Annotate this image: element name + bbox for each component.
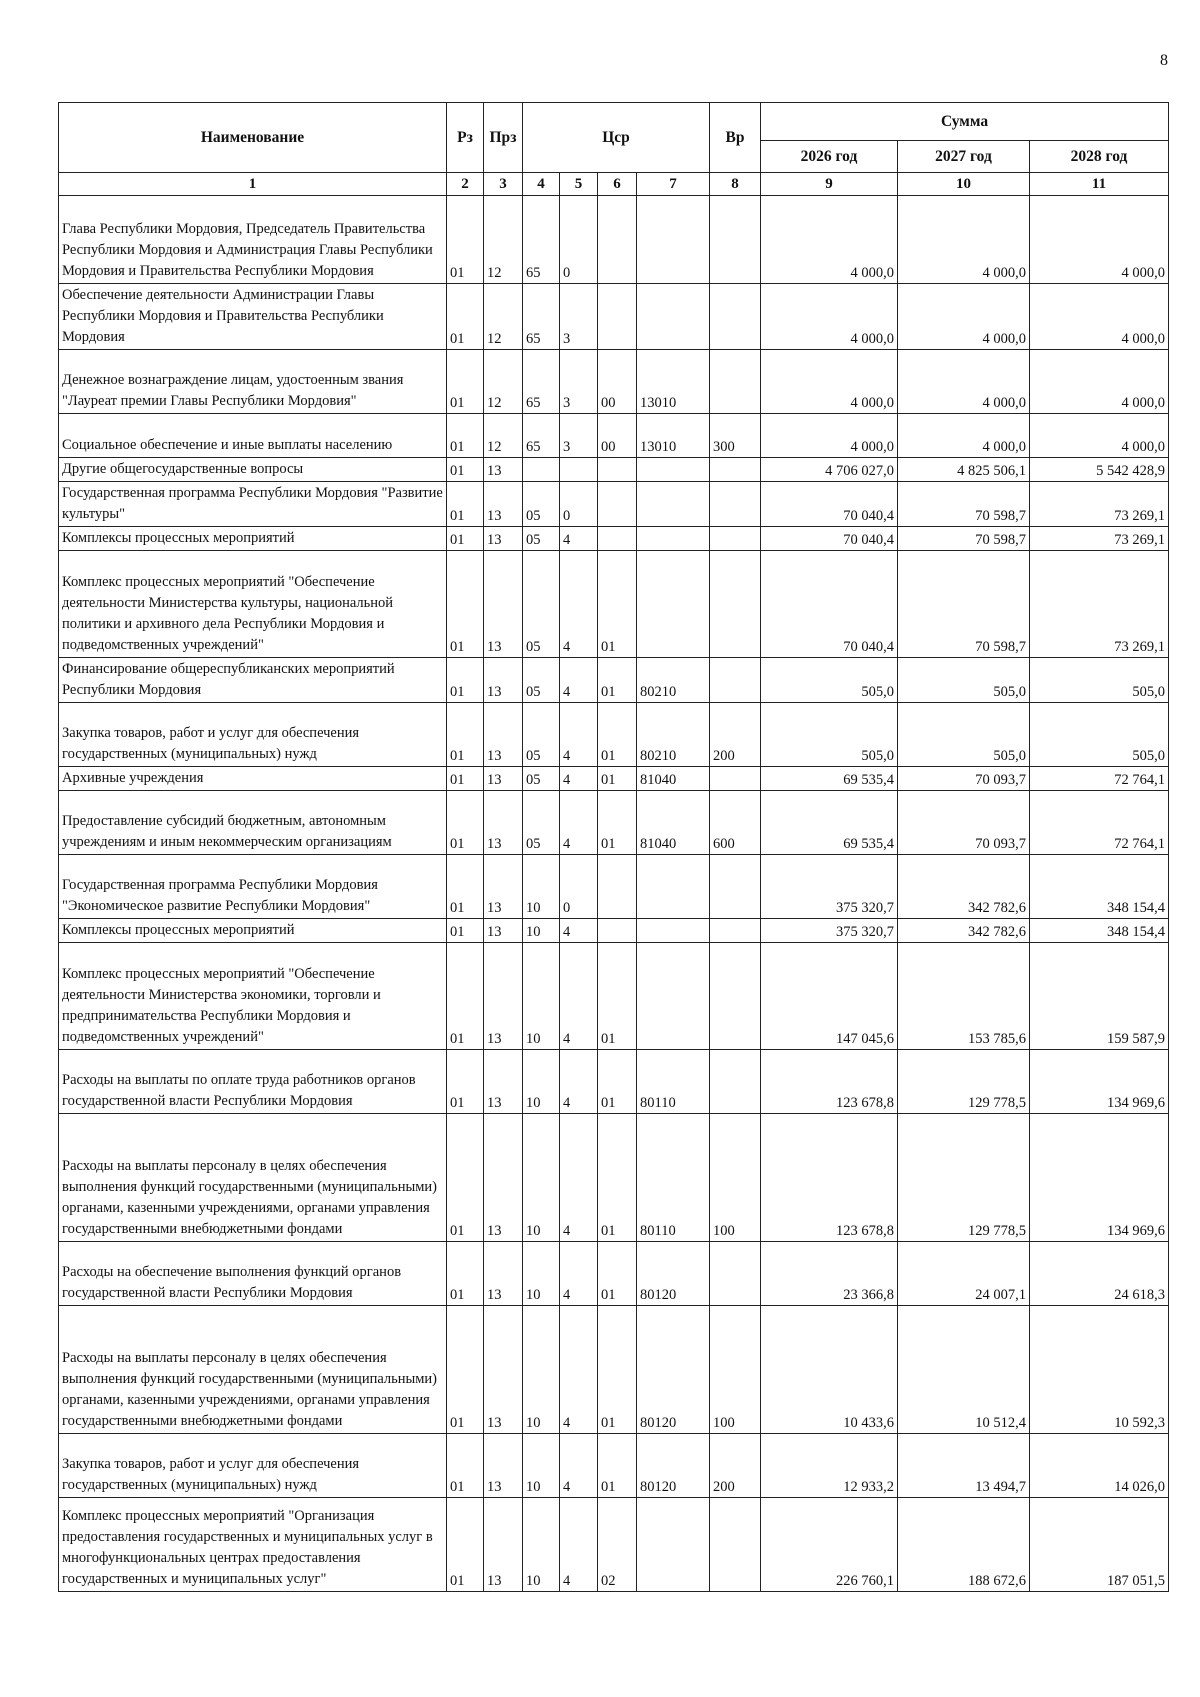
row-amount-2028: 505,0: [1030, 703, 1169, 767]
row-name: Финансирование общереспубликанских мероприятий Республики Мордовия: [59, 658, 447, 703]
row-name: Государственная программа Республики Мордовия "Развитие культуры": [59, 482, 447, 527]
row-amount-2027: 4 000,0: [898, 196, 1030, 284]
row-prz: 13: [484, 703, 523, 767]
row-csr-1: 05: [523, 767, 560, 791]
row-amount-2028: 348 154,4: [1030, 919, 1169, 943]
row-amount-2026: 70 040,4: [761, 527, 898, 551]
row-rz: 01: [447, 1242, 484, 1306]
row-name: Расходы на выплаты по оплате труда работников органов государственной власти Республики Мордовия: [59, 1050, 447, 1114]
row-prz: 13: [484, 943, 523, 1050]
column-number: 1: [59, 173, 447, 196]
header-csr: Цср: [523, 103, 710, 173]
row-csr-1: 05: [523, 658, 560, 703]
row-amount-2027: 153 785,6: [898, 943, 1030, 1050]
row-amount-2026: 4 000,0: [761, 284, 898, 350]
row-rz: 01: [447, 943, 484, 1050]
row-amount-2026: 505,0: [761, 658, 898, 703]
row-csr-3: 01: [598, 1242, 637, 1306]
row-amount-2027: 4 825 506,1: [898, 458, 1030, 482]
row-csr-4: 80120: [637, 1306, 710, 1434]
row-amount-2026: 23 366,8: [761, 1242, 898, 1306]
row-vr: [710, 196, 761, 284]
row-rz: 01: [447, 350, 484, 414]
row-amount-2028: 134 969,6: [1030, 1114, 1169, 1242]
header-sum: Сумма: [761, 103, 1169, 141]
row-csr-2: 4: [560, 551, 598, 658]
row-name: Комплекс процессных мероприятий "Организация предоставления государственных и муниципальных услуг в многофункциональных центрах предоставления государственных и муниципальных услуг": [59, 1498, 447, 1592]
row-csr-4: [637, 482, 710, 527]
row-vr: [710, 919, 761, 943]
row-vr: [710, 767, 761, 791]
table-row: [59, 703, 1169, 767]
row-csr-2: 4: [560, 1306, 598, 1434]
row-name: Комплекс процессных мероприятий "Обеспечение деятельности Министерства экономики, торговли и предпринимательства Республики Мордовия и подведомственных учреждений": [59, 943, 447, 1050]
row-csr-4: 80120: [637, 1242, 710, 1306]
row-csr-1: 10: [523, 1306, 560, 1434]
row-csr-2: 4: [560, 1242, 598, 1306]
row-name: Обеспечение деятельности Администрации Главы Республики Мордовия и Правительства Республики Мордовия: [59, 284, 447, 350]
row-prz: 13: [484, 1498, 523, 1592]
row-amount-2027: 70 598,7: [898, 551, 1030, 658]
row-prz: 13: [484, 791, 523, 855]
row-amount-2028: 348 154,4: [1030, 855, 1169, 919]
row-csr-4: [637, 527, 710, 551]
table-row: [59, 919, 1169, 943]
row-name: Закупка товаров, работ и услуг для обеспечения государственных (муниципальных) нужд: [59, 1434, 447, 1498]
row-csr-2: [560, 458, 598, 482]
row-name: Комплексы процессных мероприятий: [59, 919, 447, 943]
row-name: Закупка товаров, работ и услуг для обеспечения государственных (муниципальных) нужд: [59, 703, 447, 767]
row-amount-2028: 73 269,1: [1030, 482, 1169, 527]
row-csr-3: 01: [598, 551, 637, 658]
row-csr-4: [637, 855, 710, 919]
row-amount-2026: 70 040,4: [761, 482, 898, 527]
row-name: Предоставление субсидий бюджетным, автономным учреждениям и иным некоммерческим организациям: [59, 791, 447, 855]
row-amount-2026: 505,0: [761, 703, 898, 767]
row-amount-2028: 10 592,3: [1030, 1306, 1169, 1434]
row-rz: 01: [447, 196, 484, 284]
row-prz: 13: [484, 919, 523, 943]
row-rz: 01: [447, 791, 484, 855]
row-prz: 13: [484, 1242, 523, 1306]
row-csr-3: 01: [598, 1306, 637, 1434]
row-prz: 12: [484, 196, 523, 284]
row-amount-2026: 70 040,4: [761, 551, 898, 658]
row-csr-3: 01: [598, 658, 637, 703]
row-rz: 01: [447, 767, 484, 791]
row-prz: 13: [484, 527, 523, 551]
row-amount-2028: 72 764,1: [1030, 791, 1169, 855]
row-amount-2028: 72 764,1: [1030, 767, 1169, 791]
row-csr-1: 65: [523, 350, 560, 414]
row-csr-2: 4: [560, 703, 598, 767]
row-vr: 200: [710, 703, 761, 767]
row-prz: 12: [484, 284, 523, 350]
row-csr-3: [598, 527, 637, 551]
row-prz: 13: [484, 767, 523, 791]
row-csr-1: 10: [523, 855, 560, 919]
row-prz: 13: [484, 551, 523, 658]
column-number: 10: [898, 173, 1030, 196]
table-row: [59, 458, 1169, 482]
row-rz: 01: [447, 1434, 484, 1498]
row-rz: 01: [447, 1498, 484, 1592]
row-csr-4: [637, 551, 710, 658]
row-rz: 01: [447, 284, 484, 350]
row-csr-3: 01: [598, 791, 637, 855]
row-csr-1: 65: [523, 196, 560, 284]
row-csr-1: 10: [523, 1050, 560, 1114]
row-csr-4: 80210: [637, 703, 710, 767]
row-csr-1: [523, 458, 560, 482]
row-rz: 01: [447, 458, 484, 482]
column-number: 8: [710, 173, 761, 196]
row-csr-2: 4: [560, 1434, 598, 1498]
row-csr-2: 4: [560, 1498, 598, 1592]
header-prz: Прз: [484, 103, 523, 173]
row-csr-1: 05: [523, 482, 560, 527]
row-rz: 01: [447, 1114, 484, 1242]
row-rz: 01: [447, 551, 484, 658]
row-csr-2: 4: [560, 658, 598, 703]
row-csr-3: [598, 196, 637, 284]
row-csr-3: 01: [598, 703, 637, 767]
row-csr-1: 05: [523, 791, 560, 855]
row-amount-2026: 375 320,7: [761, 919, 898, 943]
header-vr: Вр: [710, 103, 761, 173]
page-number: 8: [1160, 52, 1168, 69]
row-csr-4: [637, 284, 710, 350]
row-amount-2028: 73 269,1: [1030, 551, 1169, 658]
row-amount-2028: 4 000,0: [1030, 196, 1169, 284]
row-rz: 01: [447, 658, 484, 703]
row-csr-3: 01: [598, 1434, 637, 1498]
row-amount-2027: 342 782,6: [898, 919, 1030, 943]
column-number: 4: [523, 173, 560, 196]
row-amount-2027: 24 007,1: [898, 1242, 1030, 1306]
row-amount-2028: 5 542 428,9: [1030, 458, 1169, 482]
row-csr-2: 4: [560, 1114, 598, 1242]
row-csr-3: 01: [598, 943, 637, 1050]
row-name: Расходы на выплаты персоналу в целях обеспечения выполнения функций государственными (муниципальными) органами, казенными учреждениями, органами управления государственными внебюджетными фондами: [59, 1306, 447, 1434]
row-amount-2027: 10 512,4: [898, 1306, 1030, 1434]
row-csr-2: 3: [560, 414, 598, 458]
row-prz: 12: [484, 414, 523, 458]
row-csr-4: [637, 458, 710, 482]
row-csr-4: [637, 1498, 710, 1592]
row-amount-2028: 4 000,0: [1030, 284, 1169, 350]
row-vr: 300: [710, 414, 761, 458]
row-csr-4: 80110: [637, 1114, 710, 1242]
row-csr-3: [598, 284, 637, 350]
row-csr-2: 0: [560, 196, 598, 284]
row-vr: [710, 527, 761, 551]
row-csr-3: [598, 458, 637, 482]
row-csr-2: 4: [560, 791, 598, 855]
row-csr-3: 00: [598, 414, 637, 458]
row-csr-4: [637, 919, 710, 943]
row-amount-2026: 10 433,6: [761, 1306, 898, 1434]
column-number: 7: [637, 173, 710, 196]
row-name: Комплекс процессных мероприятий "Обеспечение деятельности Министерства культуры, национальной политики и архивного дела Республики Мордовия и подведомственных учреждений": [59, 551, 447, 658]
column-number: 3: [484, 173, 523, 196]
row-amount-2028: 134 969,6: [1030, 1050, 1169, 1114]
row-csr-1: 10: [523, 943, 560, 1050]
row-csr-4: [637, 943, 710, 1050]
row-amount-2027: 70 598,7: [898, 527, 1030, 551]
column-number: 5: [560, 173, 598, 196]
row-amount-2027: 4 000,0: [898, 350, 1030, 414]
row-amount-2026: 123 678,8: [761, 1050, 898, 1114]
table-row: [59, 350, 1169, 414]
budget-table: [58, 102, 1169, 1592]
row-csr-2: 4: [560, 919, 598, 943]
row-amount-2028: 4 000,0: [1030, 350, 1169, 414]
table-row: [59, 1242, 1169, 1306]
header-year-2026: 2026 год: [761, 141, 898, 173]
row-name: Расходы на выплаты персоналу в целях обеспечения выполнения функций государственными (муниципальными) органами, казенными учреждениями, органами управления государственными внебюджетными фондами: [59, 1114, 447, 1242]
row-csr-1: 10: [523, 1114, 560, 1242]
row-amount-2026: 69 535,4: [761, 791, 898, 855]
row-csr-1: 65: [523, 414, 560, 458]
row-csr-4: 13010: [637, 414, 710, 458]
row-csr-2: 4: [560, 527, 598, 551]
row-amount-2028: 73 269,1: [1030, 527, 1169, 551]
row-csr-3: [598, 482, 637, 527]
row-amount-2027: 188 672,6: [898, 1498, 1030, 1592]
row-amount-2027: 70 093,7: [898, 767, 1030, 791]
header-year-2028: 2028 год: [1030, 141, 1169, 173]
table-body: [59, 196, 1169, 1592]
row-prz: 13: [484, 1434, 523, 1498]
row-csr-4: 81040: [637, 767, 710, 791]
table-row: [59, 284, 1169, 350]
row-vr: [710, 943, 761, 1050]
row-name: Государственная программа Республики Мордовия "Экономическое развитие Республики Мордовия": [59, 855, 447, 919]
row-csr-1: 05: [523, 551, 560, 658]
row-rz: 01: [447, 703, 484, 767]
row-vr: [710, 1242, 761, 1306]
header-name: Наименование: [59, 103, 447, 173]
row-amount-2026: 4 706 027,0: [761, 458, 898, 482]
row-amount-2027: 505,0: [898, 658, 1030, 703]
row-name: Комплексы процессных мероприятий: [59, 527, 447, 551]
table-row: [59, 791, 1169, 855]
column-number: 11: [1030, 173, 1169, 196]
row-csr-3: 01: [598, 1050, 637, 1114]
row-csr-4: 80110: [637, 1050, 710, 1114]
table-row: [59, 767, 1169, 791]
row-name: Социальное обеспечение и иные выплаты населению: [59, 414, 447, 458]
row-csr-4: 80120: [637, 1434, 710, 1498]
row-csr-1: 10: [523, 1498, 560, 1592]
row-csr-2: 4: [560, 767, 598, 791]
row-vr: [710, 1498, 761, 1592]
row-amount-2027: 129 778,5: [898, 1114, 1030, 1242]
row-rz: 01: [447, 919, 484, 943]
table-row: [59, 414, 1169, 458]
row-csr-1: 05: [523, 703, 560, 767]
row-amount-2027: 505,0: [898, 703, 1030, 767]
header-year-2027: 2027 год: [898, 141, 1030, 173]
table-row: [59, 196, 1169, 284]
row-amount-2026: 12 933,2: [761, 1434, 898, 1498]
row-vr: [710, 855, 761, 919]
row-amount-2028: 505,0: [1030, 658, 1169, 703]
row-vr: 600: [710, 791, 761, 855]
row-csr-2: 0: [560, 482, 598, 527]
row-csr-3: 02: [598, 1498, 637, 1592]
row-csr-1: 05: [523, 527, 560, 551]
row-amount-2027: 342 782,6: [898, 855, 1030, 919]
row-csr-1: 65: [523, 284, 560, 350]
row-name: Денежное вознаграждение лицам, удостоенным звания "Лауреат премии Главы Республики Мордовия": [59, 350, 447, 414]
row-rz: 01: [447, 482, 484, 527]
column-number: 6: [598, 173, 637, 196]
row-prz: 13: [484, 1050, 523, 1114]
row-amount-2026: 4 000,0: [761, 350, 898, 414]
row-csr-2: 4: [560, 943, 598, 1050]
row-prz: 13: [484, 482, 523, 527]
row-csr-1: 10: [523, 1242, 560, 1306]
table-row: [59, 1306, 1169, 1434]
table-row: [59, 551, 1169, 658]
row-amount-2026: 123 678,8: [761, 1114, 898, 1242]
row-amount-2027: 129 778,5: [898, 1050, 1030, 1114]
row-vr: [710, 284, 761, 350]
row-csr-3: [598, 855, 637, 919]
row-amount-2028: 14 026,0: [1030, 1434, 1169, 1498]
row-amount-2026: 226 760,1: [761, 1498, 898, 1592]
table-row: [59, 527, 1169, 551]
table-row: [59, 1498, 1169, 1592]
row-amount-2026: 375 320,7: [761, 855, 898, 919]
row-amount-2027: 4 000,0: [898, 414, 1030, 458]
row-vr: 200: [710, 1434, 761, 1498]
row-vr: [710, 350, 761, 414]
column-number: 2: [447, 173, 484, 196]
row-csr-4: 13010: [637, 350, 710, 414]
row-vr: 100: [710, 1306, 761, 1434]
row-amount-2028: 24 618,3: [1030, 1242, 1169, 1306]
row-csr-1: 10: [523, 919, 560, 943]
row-prz: 13: [484, 458, 523, 482]
row-name: Расходы на обеспечение выполнения функций органов государственной власти Республики Мордовия: [59, 1242, 447, 1306]
table-row: [59, 855, 1169, 919]
row-csr-3: [598, 919, 637, 943]
row-amount-2027: 70 093,7: [898, 791, 1030, 855]
row-vr: [710, 658, 761, 703]
table-row: [59, 1114, 1169, 1242]
row-name: Глава Республики Мордовия, Председатель Правительства Республики Мордовия и Администрация Главы Республики Мордовия и Правительства Республики Мордовия: [59, 196, 447, 284]
row-prz: 13: [484, 855, 523, 919]
row-rz: 01: [447, 855, 484, 919]
row-vr: [710, 458, 761, 482]
row-amount-2026: 69 535,4: [761, 767, 898, 791]
row-name: Другие общегосударственные вопросы: [59, 458, 447, 482]
row-csr-2: 4: [560, 1050, 598, 1114]
column-number-row: [59, 173, 1169, 196]
row-name: Архивные учреждения: [59, 767, 447, 791]
table-row: [59, 658, 1169, 703]
row-amount-2028: 4 000,0: [1030, 414, 1169, 458]
row-amount-2026: 4 000,0: [761, 414, 898, 458]
row-vr: 100: [710, 1114, 761, 1242]
table-row: [59, 1050, 1169, 1114]
row-vr: [710, 482, 761, 527]
row-amount-2028: 187 051,5: [1030, 1498, 1169, 1592]
row-csr-1: 10: [523, 1434, 560, 1498]
row-rz: 01: [447, 1306, 484, 1434]
column-number: 9: [761, 173, 898, 196]
row-vr: [710, 1050, 761, 1114]
row-csr-4: [637, 196, 710, 284]
row-prz: 13: [484, 1306, 523, 1434]
row-amount-2027: 70 598,7: [898, 482, 1030, 527]
row-csr-4: 81040: [637, 791, 710, 855]
row-csr-2: 0: [560, 855, 598, 919]
row-prz: 13: [484, 658, 523, 703]
row-amount-2027: 4 000,0: [898, 284, 1030, 350]
row-rz: 01: [447, 527, 484, 551]
row-csr-3: 00: [598, 350, 637, 414]
row-prz: 13: [484, 1114, 523, 1242]
row-csr-3: 01: [598, 1114, 637, 1242]
row-csr-2: 3: [560, 350, 598, 414]
table-row: [59, 1434, 1169, 1498]
row-csr-2: 3: [560, 284, 598, 350]
row-amount-2026: 4 000,0: [761, 196, 898, 284]
row-vr: [710, 551, 761, 658]
row-rz: 01: [447, 1050, 484, 1114]
row-amount-2028: 159 587,9: [1030, 943, 1169, 1050]
row-rz: 01: [447, 414, 484, 458]
row-csr-4: 80210: [637, 658, 710, 703]
row-amount-2027: 13 494,7: [898, 1434, 1030, 1498]
header-rz: Рз: [447, 103, 484, 173]
table-row: [59, 943, 1169, 1050]
row-csr-3: 01: [598, 767, 637, 791]
table-row: [59, 482, 1169, 527]
row-amount-2026: 147 045,6: [761, 943, 898, 1050]
row-prz: 12: [484, 350, 523, 414]
